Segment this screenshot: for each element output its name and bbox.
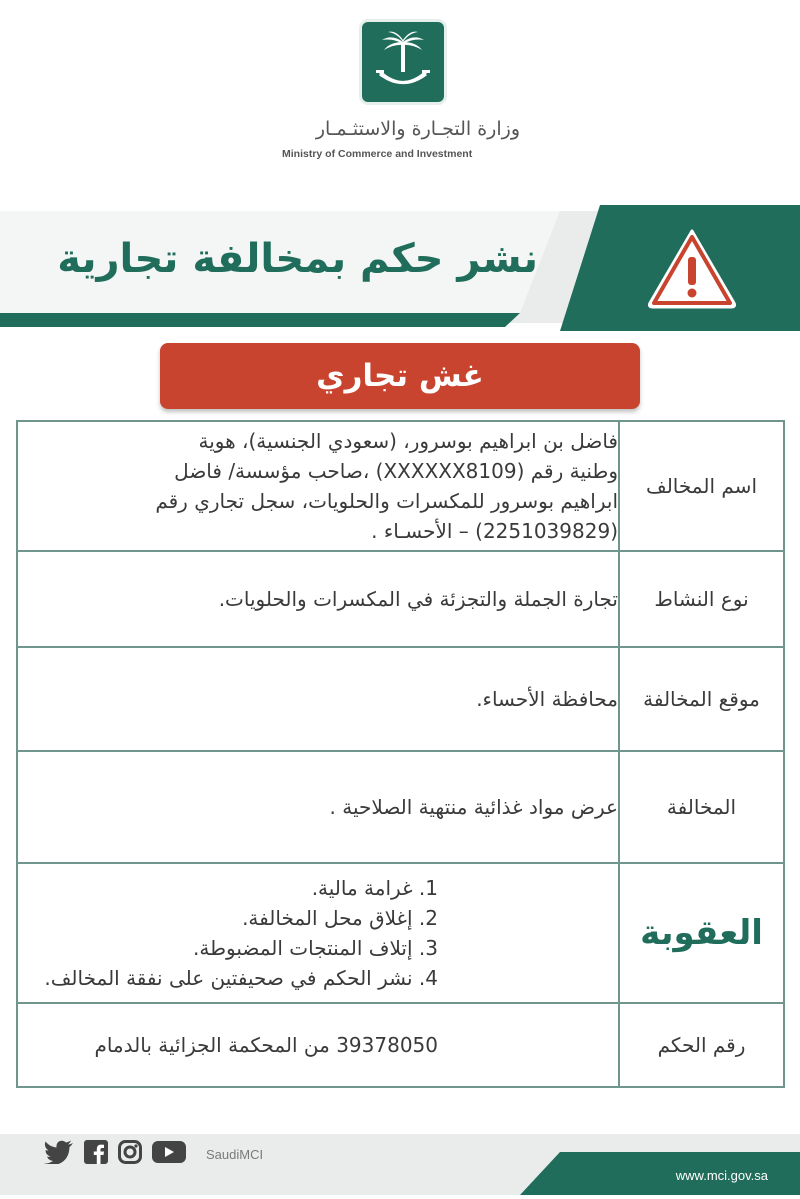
penalty-item: 1. غرامة مالية. — [311, 876, 438, 900]
ruling-number-line: 39378050 من المحكمة الجزائية بالدمام — [94, 1033, 438, 1057]
youtube-icon[interactable] — [152, 1140, 186, 1168]
activity-type-label: نوع النشاط — [619, 551, 784, 647]
facebook-icon[interactable] — [84, 1140, 108, 1168]
saudi-emblem-icon — [362, 22, 444, 102]
violator-name-line: ابراهيم بوسرور للمكسرات والحلويات، سجل تجاري رقم — [155, 489, 618, 513]
violator-name-line: فاضل بن ابراهيم بوسرور، (سعودي الجنسية)، هوية — [198, 429, 618, 453]
activity-type-value — [17, 551, 619, 647]
warning-icon — [644, 225, 740, 311]
table-row — [17, 647, 784, 751]
penalty-label: العقوبة — [619, 863, 784, 1003]
violation-location-value — [17, 647, 619, 751]
table-row — [17, 421, 784, 551]
penalty-item: 2. إغلاق محل المخالفة. — [242, 906, 438, 930]
penalty-value — [17, 863, 619, 1003]
violation-value — [17, 751, 619, 863]
table-row — [17, 551, 784, 647]
violator-name-line: وطنية رقم (XXXXXX8109) ،صاحب مؤسسة/ فاضل — [174, 459, 618, 483]
table-row — [17, 751, 784, 863]
violation-label: المخالفة — [619, 751, 784, 863]
social-links — [44, 1140, 186, 1168]
violation-details-table — [16, 420, 785, 1088]
penalty-item: 3. إتلاف المنتجات المضبوطة. — [193, 936, 438, 960]
violation-location-label: موقع المخالفة — [619, 647, 784, 751]
website-link[interactable]: www.mci.gov.sa — [675, 1168, 768, 1183]
violation-location-line: محافظة الأحساء. — [476, 687, 618, 711]
violation-type-badge — [160, 343, 640, 409]
violator-name-line: (2251039829) – الأحسـاء . — [371, 519, 618, 543]
social-handle[interactable]: SaudiMCI — [206, 1147, 264, 1162]
table-row — [17, 1003, 784, 1087]
violator-name-label: اسم المخالف — [619, 421, 784, 551]
ministry-name-ar: وزارة التجـارة والاستثـمـار — [315, 118, 520, 140]
ruling-number-value — [17, 1003, 619, 1087]
ruling-number-label: رقم الحكم — [619, 1003, 784, 1087]
table-row — [17, 863, 784, 1003]
instagram-icon[interactable] — [118, 1140, 142, 1168]
activity-type-line: تجارة الجملة والتجزئة في المكسرات والحلويات. — [218, 587, 618, 611]
header — [0, 0, 800, 180]
violation-type-label: غش تجاري — [316, 358, 484, 394]
page-title: نشر حكم بمخالفة تجارية — [57, 236, 538, 282]
penalty-item: 4. نشر الحكم في صحيفتين على نفقة المخالف. — [44, 966, 438, 990]
violator-name-value — [17, 421, 619, 551]
ministry-name-en: Ministry of Commerce and Investment — [282, 148, 473, 160]
violation-line: عرض مواد غذائية منتهية الصلاحية . — [329, 795, 618, 819]
twitter-icon[interactable] — [44, 1140, 74, 1168]
